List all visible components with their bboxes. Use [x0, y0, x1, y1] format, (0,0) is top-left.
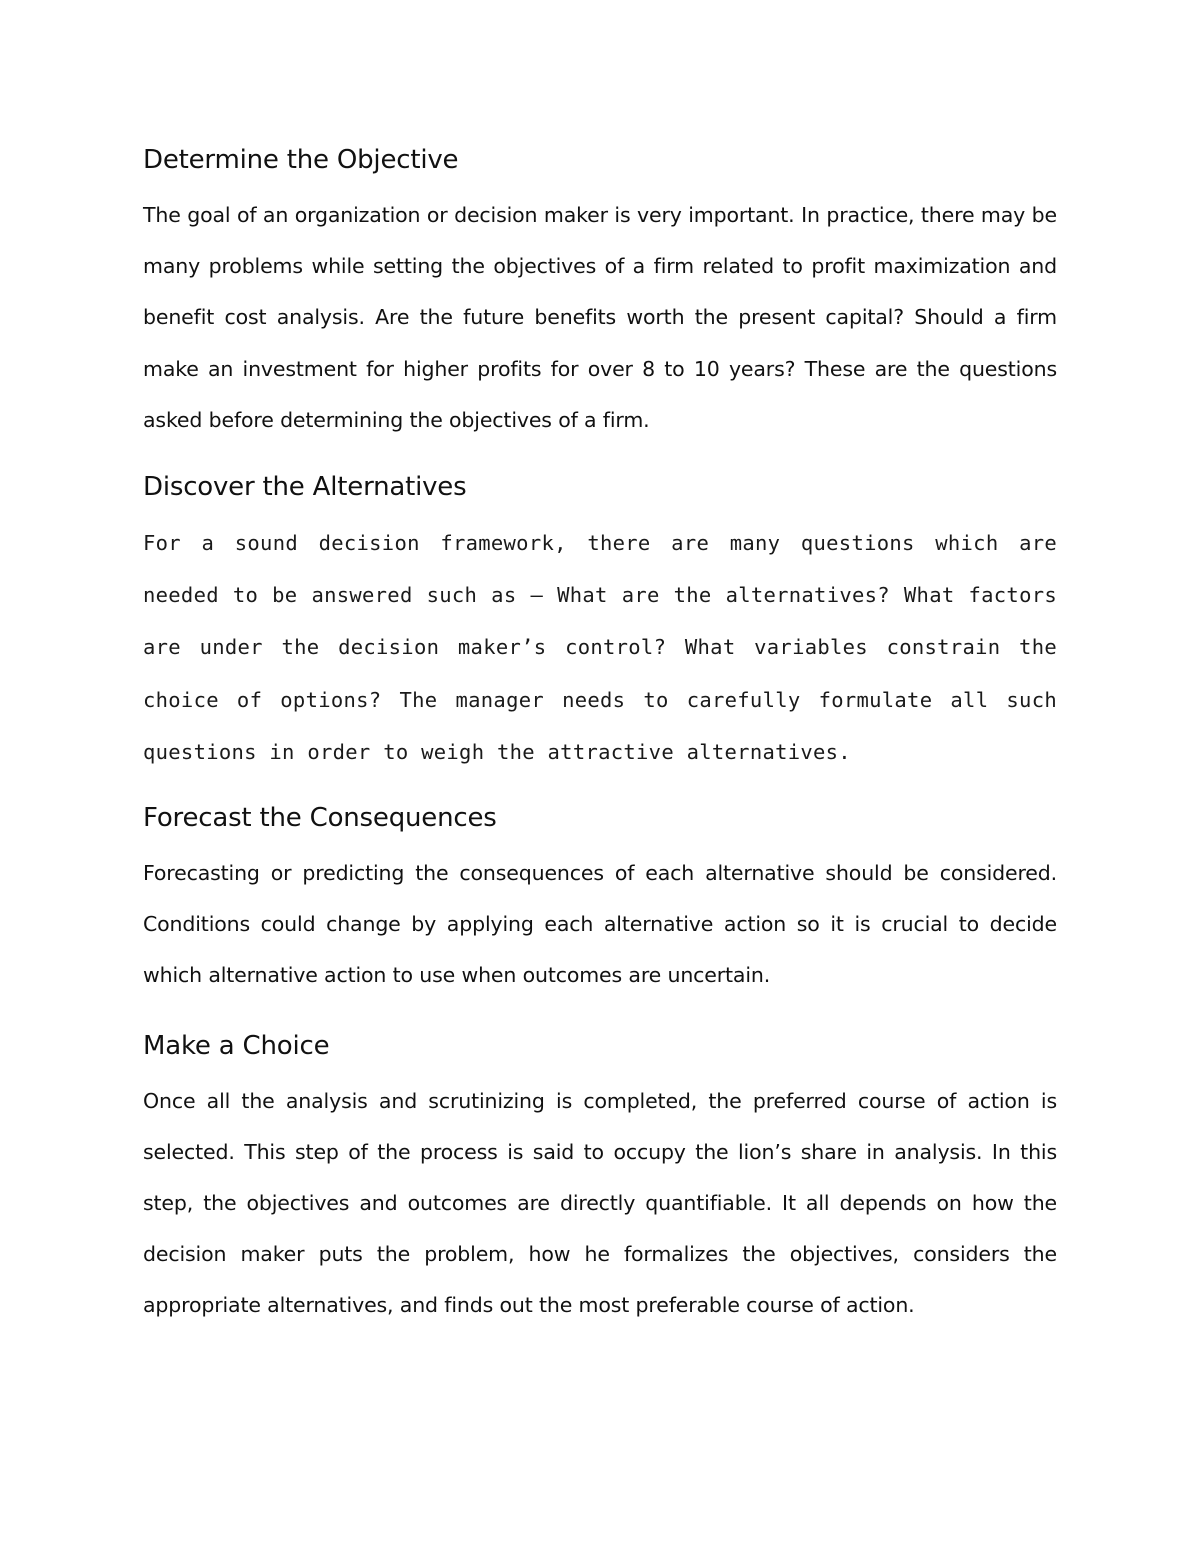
section-heading: Make a Choice — [143, 1030, 330, 1061]
section-paragraph: Forecasting or predicting the consequences of each alternative should be considered. Conditions could change by applying each alternative action so it is crucial to decide which alternative action to use when outcomes are uncertain. — [143, 861, 1057, 988]
section-heading: Discover the Alternatives — [143, 472, 467, 503]
document-page — [143, 138, 1057, 1332]
section-paragraph: For a sound decision framework, there are many questions which are needed to be answered such as – What are the alternatives? What factors are under the decision maker’s control? What variables constrain the choice of options? The manager needs to carefully formulate all such questions in order to weigh the attractive alternatives. — [143, 531, 1057, 764]
section-determine-objective — [143, 138, 1057, 446]
section-paragraph: The goal of an organization or decision maker is very important. In practice, there may be many problems while setting the objectives of a firm related to profit maximization and benefit cost analysis. Are the future benefits worth the present capital? Should a firm make an investment for higher profits for over 8 to 10 years? These are the questions asked before determining the objectives of a firm. — [143, 203, 1057, 432]
section-paragraph: Once all the analysis and scrutinizing is completed, the preferred course of action is selected. This step of the process is said to occupy the lion’s share in analysis. In this step, the objectives and outcomes are directly quantifiable. It all depends on how the decision maker puts the problem, how he formalizes the objectives, considers the appropriate alternatives, and finds out the most preferable course of action. — [143, 1088, 1057, 1318]
section-heading: Forecast the Consequences — [143, 803, 497, 834]
section-make-choice — [143, 1024, 1057, 1332]
section-forecast-consequences — [143, 796, 1057, 1002]
section-heading: Determine the Objective — [143, 145, 459, 175]
section-discover-alternatives — [143, 465, 1057, 778]
